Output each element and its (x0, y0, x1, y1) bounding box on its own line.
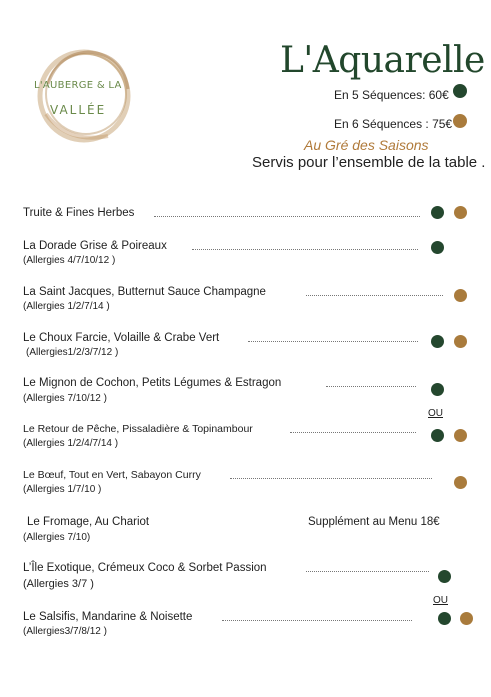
gold-dot-icon (454, 206, 467, 219)
green-dot-icon (438, 612, 451, 625)
dotted-leader (326, 386, 416, 387)
menu-item-name: Le Bœuf, Tout en Vert, Sabayon Curry (23, 469, 201, 481)
menu-item-name: Le Choux Farcie, Volaille & Crabe Vert (23, 332, 220, 344)
green-dot-icon (431, 429, 444, 442)
dotted-leader (306, 571, 429, 572)
gold-dot-icon (454, 335, 467, 348)
serving-note: Servis pour l’ensemble de la table . (252, 154, 486, 171)
dotted-leader (192, 249, 418, 250)
dotted-leader (222, 620, 412, 621)
allergy-info: (Allergies1/2/3/7/12 ) (26, 347, 119, 358)
sequence-6-price: En 6 Séquences : 75€ (334, 117, 453, 131)
allergy-info: (Allergies 1/2/4/7/14 ) (23, 438, 119, 449)
dotted-leader (154, 216, 420, 217)
menu-item-name: La Dorade Grise & Poireaux (23, 240, 167, 252)
sequence-5-price: En 5 Séquences: 60€ (334, 88, 449, 102)
gold-dot-icon (454, 476, 467, 489)
logo-text-line2: VALLÉE (50, 103, 107, 117)
gold-dot-icon (454, 429, 467, 442)
auberge-logo (28, 44, 140, 148)
menu-item-name: Truite & Fines Herbes (23, 207, 135, 219)
gold-dot-icon (460, 612, 473, 625)
green-dot-icon (453, 84, 467, 98)
green-dot-icon (431, 241, 444, 254)
supplement-price: Supplément au Menu 18€ (308, 516, 440, 528)
dotted-leader (230, 478, 432, 479)
menu-title: L'Aquarelle (280, 40, 485, 81)
menu-item-name: Le Salsifis, Mandarine & Noisette (23, 611, 193, 623)
allergy-info: (Allergies 1/7/10 ) (23, 484, 102, 495)
allergy-info: (Allergies 7/10/12 ) (23, 393, 107, 404)
or-separator: OU (433, 595, 448, 606)
season-subtitle: Au Gré des Saisons (304, 137, 429, 153)
menu-item-name: La Saint Jacques, Butternut Sauce Champagne (23, 286, 266, 298)
allergy-info: (Allergies3/7/8/12 ) (23, 626, 107, 637)
menu-item-name: Le Mignon de Cochon, Petits Légumes & Estragon (23, 377, 282, 389)
gold-dot-icon (454, 289, 467, 302)
menu-item-name: Le Retour de Pêche, Pissaladière & Topinambour (23, 423, 253, 435)
logo-text-line1: L'AUBERGE & LA (34, 80, 122, 91)
allergy-info: (Allergies 7/10) (23, 532, 91, 543)
menu-item-name: L’Île Exotique, Crémeux Coco & Sorbet Passion (23, 562, 267, 574)
gold-dot-icon (453, 114, 467, 128)
green-dot-icon (438, 570, 451, 583)
allergy-info: (Allergies 3/7 ) (23, 578, 94, 590)
or-separator: OU (428, 408, 443, 419)
green-dot-icon (431, 383, 444, 396)
green-dot-icon (431, 335, 444, 348)
allergy-info: (Allergies 1/2/7/14 ) (23, 301, 110, 312)
green-dot-icon (431, 206, 444, 219)
allergy-info: (Allergies 4/7/10/12 ) (23, 255, 116, 266)
watercolor-ring-icon (28, 44, 140, 148)
menu-item-name: Le Fromage, Au Chariot (27, 516, 150, 528)
dotted-leader (248, 341, 418, 342)
dotted-leader (290, 432, 416, 433)
dotted-leader (306, 295, 443, 296)
